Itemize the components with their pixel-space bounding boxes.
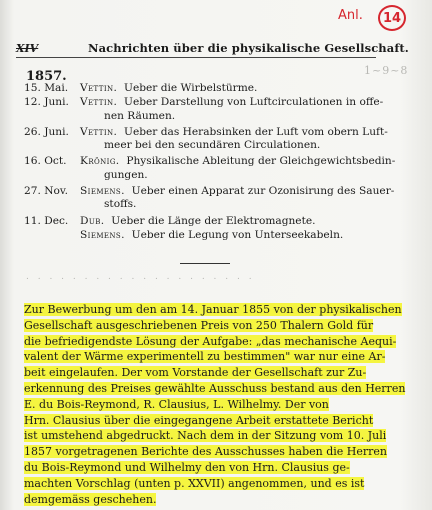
entry-speaker: Vettin.	[80, 96, 118, 109]
highlighted-text: beit eingelaufen. Der vom Vorstande der Gesellschaft zur Zu-	[24, 366, 367, 380]
running-header	[16, 40, 416, 58]
entry-title-continued: gungen.	[104, 168, 148, 181]
paragraph-line	[24, 428, 408, 444]
paragraph-line	[24, 413, 408, 429]
entry-date: 15. Mai.	[24, 82, 69, 94]
entry-speaker: Siemens.	[80, 185, 125, 198]
show-through-dots: . . . . . . . . . . . . . . . . . . . .	[26, 272, 255, 282]
highlighted-text: valent der Wärme experimentell zu bestimmen" war nur eine Ar-	[24, 350, 386, 364]
entry-title: Ueber das Herabsinken der Luft vom obern Luft-	[124, 125, 388, 138]
highlighted-text: erkennung des Preises gewählte Ausschuss bestand aus den Herren	[24, 381, 406, 395]
highlighted-text: ist umstehend abgedruckt. Nach dem in der Sitzung vom 10. Juli	[24, 429, 387, 443]
entry-title-continued: meer bei den secundären Circulationen.	[104, 139, 321, 152]
paragraph-line	[24, 492, 408, 508]
paragraph-line	[24, 318, 408, 334]
entry-title-continued: nen Räumen.	[104, 109, 176, 122]
annotation-number-circle: 14	[378, 5, 406, 31]
paragraph-line	[24, 476, 408, 492]
entry-title: Ueber Darstellung von Luftcirculationen in offe-	[124, 96, 384, 109]
lecture-list	[0, 82, 432, 242]
year-heading: 1857.	[26, 69, 67, 84]
entry-speaker: Vettin.	[80, 125, 118, 138]
entry-date: 12. Juni.	[24, 96, 69, 109]
page-number: XIV	[16, 42, 39, 55]
lecture-entry	[0, 126, 432, 153]
paragraph-line	[24, 349, 408, 365]
entry-title-continued: stoffs.	[104, 198, 137, 211]
highlighted-text: demgemäss geschehen.	[24, 492, 157, 506]
lecture-entry	[0, 229, 432, 242]
paragraph-line	[24, 365, 408, 381]
highlighted-text: die befriedigendste Lösung der Aufgabe: „das mechanische Aequi-	[24, 334, 397, 348]
section-divider	[180, 263, 230, 264]
entry-title: Ueber einen Apparat zur Ozonisirung des Sauer-	[131, 185, 395, 198]
highlighted-text: du Bois-Reymond und Wilhelmy den von Hrn. Clausius ge-	[24, 460, 350, 474]
entry-speaker: Dub.	[80, 214, 105, 227]
lecture-entry	[0, 96, 432, 123]
annotation-label: Anl.	[338, 8, 363, 23]
paragraph-line	[24, 334, 408, 350]
entry-date: 11. Dec.	[24, 214, 69, 227]
paragraph-line	[24, 397, 408, 413]
highlighted-text: machten Vorschlag (unten p. XXVII) angenommen, und es ist	[24, 476, 365, 490]
highlighted-text: Gesellschaft ausgeschriebenen Preis von 250 Thalern Gold für	[24, 318, 374, 332]
paragraph-line	[24, 460, 408, 476]
entry-speaker: Siemens.	[80, 228, 125, 241]
entry-date: 27. Nov.	[24, 185, 68, 198]
paragraph-line	[24, 381, 408, 397]
lecture-entry	[0, 215, 432, 228]
entry-date: 26. Juni.	[24, 125, 69, 138]
header-title: Nachrichten über die physikalische Gesellschaft.	[88, 41, 409, 55]
entry-title: Ueber die Wirbelstürme.	[124, 82, 258, 94]
highlighted-text: Hrn. Clausius über die eingegangene Arbeit erstattete Bericht	[24, 413, 374, 427]
entry-title: Ueber die Länge der Elektromagnete.	[111, 214, 316, 227]
paragraph-line	[24, 302, 408, 318]
show-through-text: 1~9~8	[364, 64, 409, 77]
highlighted-text: Zur Bewerbung um den am 14. Januar 1855 von der physikalischen	[24, 303, 402, 316]
lecture-entry	[0, 82, 432, 95]
entry-title: Ueber die Legung von Unterseekabeln.	[131, 228, 344, 241]
lecture-entry	[0, 155, 432, 182]
entry-speaker: Krönig.	[80, 155, 120, 168]
header-rule	[16, 57, 376, 58]
paragraph-line	[24, 444, 408, 460]
prize-paragraph	[24, 302, 408, 507]
entry-title: Physikalische Ableitung der Gleichgewichtsbedin-	[126, 155, 396, 168]
highlighted-text: E. du Bois-Reymond, R. Clausius, L. Wilhelmy. Der von	[24, 397, 329, 411]
entry-speaker: Vettin.	[80, 82, 118, 94]
entry-date: 16. Oct.	[24, 155, 67, 168]
highlighted-text: 1857 vorgetragenen Berichte des Ausschusses haben die Herren	[24, 445, 387, 459]
lecture-entry	[0, 185, 432, 212]
